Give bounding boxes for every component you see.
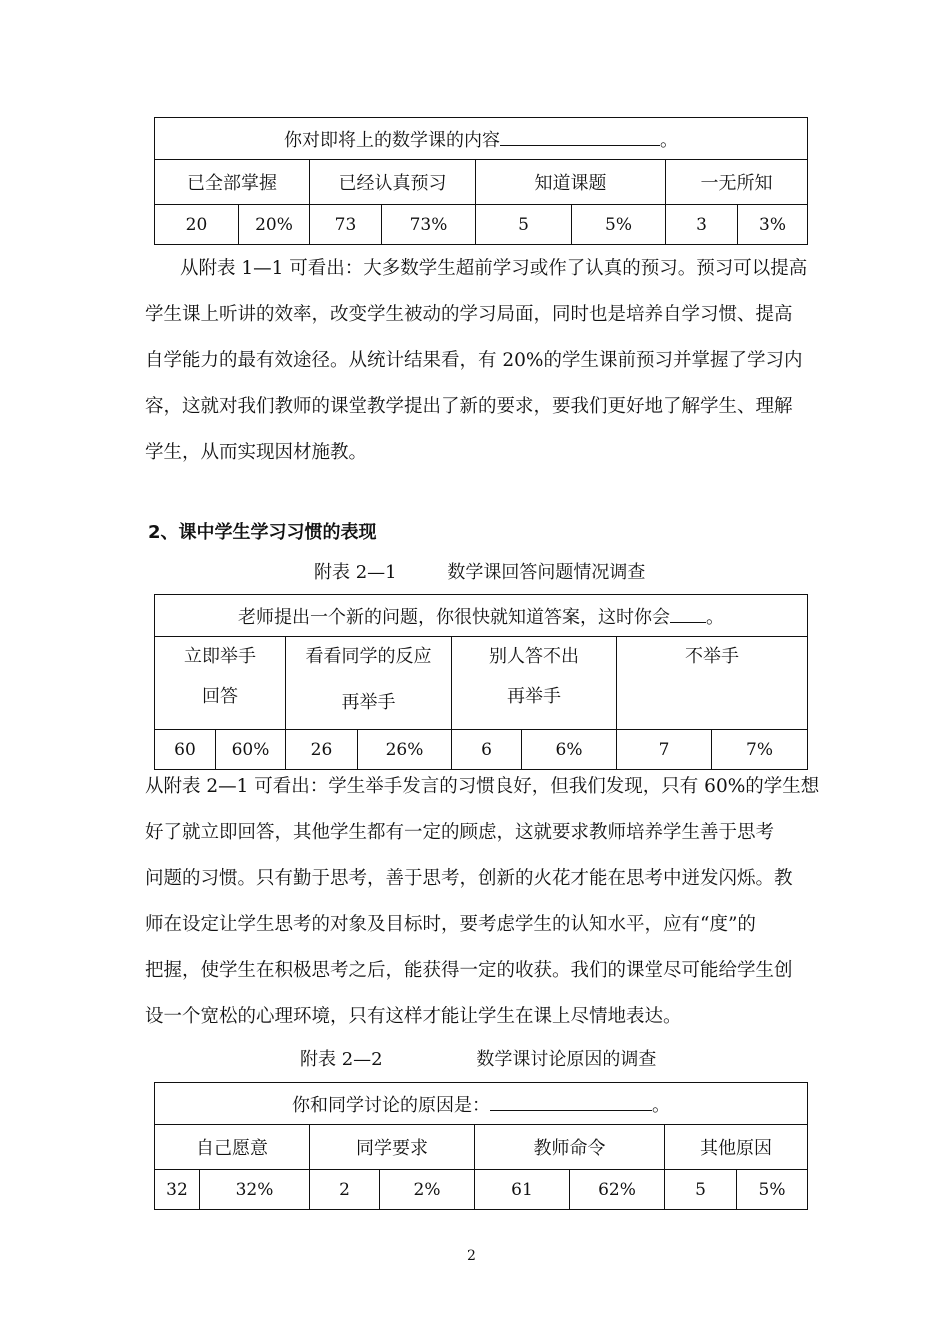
count-cell: 5 xyxy=(476,205,572,245)
caption-title: 数学课回答问题情况调查 xyxy=(447,562,646,583)
option-line: 看看同学的反应 xyxy=(305,646,432,667)
percent-cell: 3% xyxy=(738,205,808,245)
percent-cell: 20% xyxy=(239,205,310,245)
count-cell: 3 xyxy=(666,205,738,245)
table-question xyxy=(155,595,808,637)
option-header: 一无所知 xyxy=(666,160,808,205)
table-question xyxy=(155,1083,808,1125)
percent-cell: 5% xyxy=(572,205,666,245)
question-text: 老师提出一个新的问题，你很快就知道答案，这时你会 xyxy=(238,606,670,628)
count-cell: 73 xyxy=(310,205,382,245)
option-line: 再举手 xyxy=(341,692,396,713)
count-cell: 5 xyxy=(665,1170,737,1210)
count-cell: 32 xyxy=(155,1170,200,1210)
option-header xyxy=(286,637,452,730)
paragraph-line: 学生课上听讲的效率，改变学生被动的学习局面，同时也是培养自学习惯、提高 xyxy=(145,304,793,325)
question-end: 。 xyxy=(706,606,724,628)
table-caption-2-1 xyxy=(314,558,645,584)
count-cell: 2 xyxy=(310,1170,380,1210)
count-cell: 60 xyxy=(155,730,216,770)
survey-table-2-1 xyxy=(154,594,808,770)
option-header xyxy=(617,637,808,730)
paragraph-line: 自学能力的最有效途径。从统计结果看，有 20%的学生课前预习并掌握了学习内 xyxy=(145,350,803,371)
question-text: 你对即将上的数学课的内容 xyxy=(284,129,500,151)
option-line: 再举手 xyxy=(507,686,561,707)
option-header: 同学要求 xyxy=(310,1125,475,1170)
percent-cell: 62% xyxy=(570,1170,665,1210)
caption-number: 附表 2—1 xyxy=(314,562,397,583)
percent-cell: 32% xyxy=(200,1170,310,1210)
survey-table-1-1 xyxy=(154,117,808,245)
option-header: 知道课题 xyxy=(476,160,666,205)
paragraph-line: 从附表 1—1 可看出：大多数学生超前学习或作了认真的预习。预习可以提高 xyxy=(180,258,808,279)
question-text: 你和同学讨论的原因是： xyxy=(292,1094,490,1116)
count-cell: 20 xyxy=(155,205,239,245)
paragraph-line: 从附表 2—1 可看出：学生举手发言的习惯良好，但我们发现，只有 60%的学生想 xyxy=(145,776,820,797)
question-end: 。 xyxy=(660,129,678,151)
option-line: 别人答不出 xyxy=(489,646,579,667)
option-header: 其他原因 xyxy=(665,1125,808,1170)
count-cell: 7 xyxy=(617,730,712,770)
percent-cell: 6% xyxy=(522,730,617,770)
percent-cell: 2% xyxy=(380,1170,475,1210)
option-line: 回答 xyxy=(202,686,238,707)
analysis-paragraph-2 xyxy=(145,772,820,1048)
option-header: 教师命令 xyxy=(475,1125,665,1170)
analysis-paragraph-1 xyxy=(145,254,810,484)
paragraph-line: 问题的习惯。只有勤于思考，善于思考，创新的火花才能在思考中迸发闪烁。教 xyxy=(145,868,793,889)
percent-cell: 60% xyxy=(216,730,286,770)
percent-cell: 5% xyxy=(737,1170,808,1210)
answer-blank xyxy=(490,1092,652,1111)
percent-cell: 73% xyxy=(382,205,476,245)
option-line: 立即举手 xyxy=(184,646,256,667)
paragraph-line: 把握，使学生在积极思考之后，能获得一定的收获。我们的课堂尽可能给学生创 xyxy=(145,960,793,981)
paragraph-line: 师在设定让学生思考的对象及目标时，要考虑学生的认知水平，应有“度”的 xyxy=(145,914,756,935)
page-number: 2 xyxy=(467,1248,476,1264)
option-header xyxy=(452,637,617,730)
percent-cell: 7% xyxy=(712,730,808,770)
percent-cell: 26% xyxy=(358,730,452,770)
caption-number: 附表 2—2 xyxy=(300,1049,383,1070)
paragraph-line: 学生，从而实现因材施教。 xyxy=(145,442,368,463)
section-heading: 2、课中学生学习习惯的表现 xyxy=(148,522,377,543)
option-line: 不举手 xyxy=(685,646,739,667)
answer-blank xyxy=(670,604,706,623)
option-header: 自己愿意 xyxy=(155,1125,310,1170)
paragraph-line: 好了就立即回答，其他学生都有一定的顾虑，这就要求教师培养学生善于思考 xyxy=(145,822,775,843)
survey-table-2-2 xyxy=(154,1082,808,1210)
paragraph-line: 容，这就对我们教师的课堂教学提出了新的要求，要我们更好地了解学生、理解 xyxy=(145,396,793,417)
answer-blank xyxy=(500,127,660,146)
count-cell: 26 xyxy=(286,730,358,770)
option-header: 已全部掌握 xyxy=(155,160,310,205)
option-header: 已经认真预习 xyxy=(310,160,476,205)
caption-title: 数学课讨论原因的调查 xyxy=(476,1049,657,1070)
count-cell: 6 xyxy=(452,730,522,770)
option-header xyxy=(155,637,286,730)
table-caption-2-2 xyxy=(300,1045,656,1071)
paragraph-line: 设一个宽松的心理环境，只有这样才能让学生在课上尽情地表达。 xyxy=(145,1006,682,1027)
question-end: 。 xyxy=(652,1094,670,1116)
count-cell: 61 xyxy=(475,1170,570,1210)
table-question xyxy=(155,118,808,160)
